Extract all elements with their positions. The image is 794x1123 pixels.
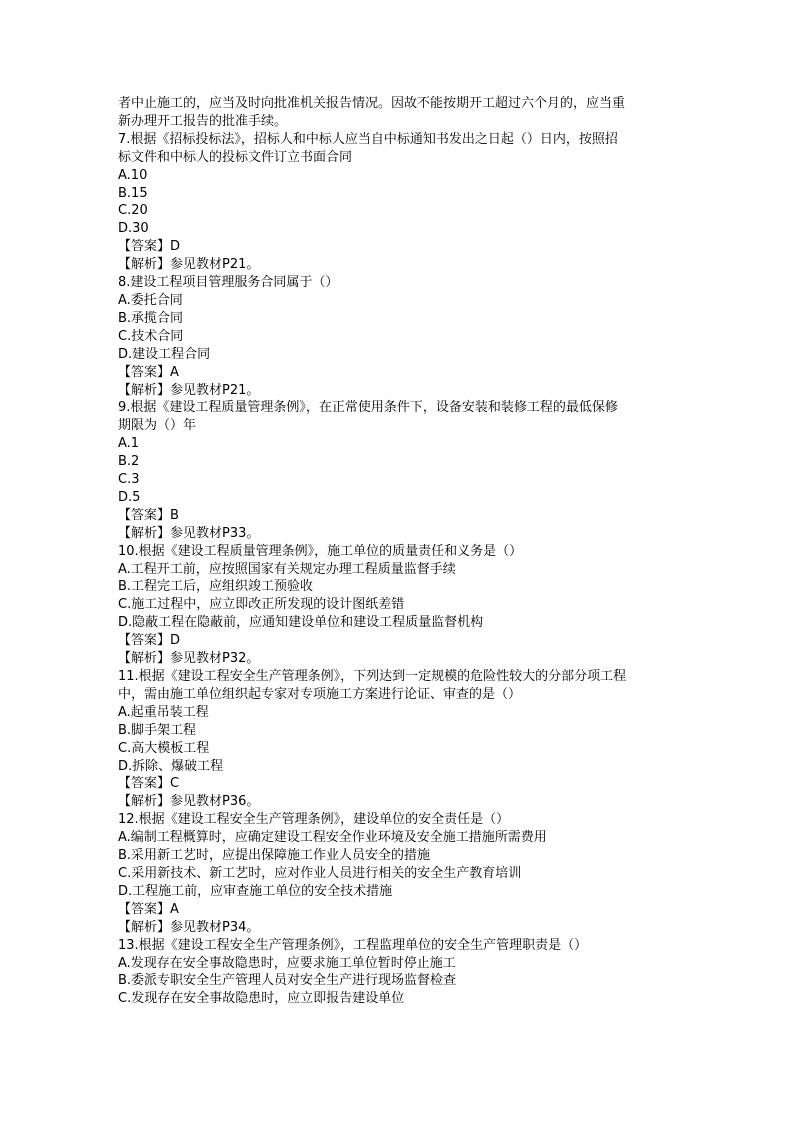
answer-option: D.建设工程合同 <box>118 346 211 362</box>
document-page <box>118 95 678 1008</box>
answer-key: 【答案】D <box>118 633 181 649</box>
body-text-line: 新办理开工报告的批准手续。 <box>118 113 288 129</box>
answer-option: B.脚手架工程 <box>118 722 197 738</box>
answer-option: C.高大模板工程 <box>118 740 210 756</box>
answer-option: D.隐蔽工程在隐蔽前，应通知建设单位和建设工程质量监督机构 <box>118 615 484 631</box>
answer-option: C.施工过程中，应立即改正所发现的设计图纸差错 <box>118 597 405 613</box>
question-stem-line: 12.根据《建设工程安全生产管理条例》，建设单位的安全责任是（） <box>118 812 510 828</box>
answer-option: B.工程完工后，应组织竣工预验收 <box>118 579 314 595</box>
answer-explanation: 【解析】参见教材P33。 <box>118 525 260 541</box>
answer-option: C.20 <box>118 203 148 219</box>
question-stem-line: 10.根据《建设工程质量管理条例》，施工单位的质量责任和义务是（） <box>118 543 523 559</box>
answer-option: A.10 <box>118 167 148 183</box>
answer-explanation: 【解析】参见教材P34。 <box>118 919 260 935</box>
answer-option: B.承揽合同 <box>118 310 184 326</box>
answer-explanation: 【解析】参见教材P21。 <box>118 257 260 273</box>
answer-option: A.1 <box>118 436 140 452</box>
answer-option: A.起重吊装工程 <box>118 704 209 720</box>
answer-option: C.发现存在安全事故隐患时，应立即报告建设单位 <box>118 991 405 1007</box>
answer-option: B.采用新工艺时，应提出保障施工作业人员安全的措施 <box>118 848 431 864</box>
question-stem-line: 标文件和中标人的投标文件订立书面合同 <box>118 149 353 165</box>
answer-option: D.5 <box>118 489 141 505</box>
question-stem-line: 中，需由施工单位组织起专家对专项施工方案进行论证、审查的是（） <box>118 686 522 702</box>
body-text-line: 者中止施工的，应当及时向批准机关报告情况。因故不能按期开工超过六个月的，应当重 <box>118 96 626 111</box>
answer-option: D.工程施工前，应审查施工单位的安全技术措施 <box>118 883 393 899</box>
question-stem-line: 9.根据《建设工程质量管理条例》，在正常使用条件下，设备安装和装修工程的最低保修 <box>118 400 618 416</box>
question-stem-line: 11.根据《建设工程安全生产管理条例》，下列达到一定规模的危险性较大的分部分项工程 <box>118 669 627 684</box>
answer-key: 【答案】A <box>118 901 179 917</box>
question-stem-line: 7.根据《招标投标法》，招标人和中标人应当自中标通知书发出之日起（）日内，按照招 <box>118 131 618 147</box>
answer-key: 【答案】A <box>118 364 179 380</box>
answer-option: A.委托合同 <box>118 292 183 308</box>
answer-option: C.采用新技术、新工艺时，应对作业人员进行相关的安全生产教育培训 <box>118 865 522 881</box>
answer-option: A.编制工程概算时，应确定建设工程安全作业环境及安全施工措施所需费用 <box>118 830 547 846</box>
question-stem-line: 期限为（）年 <box>118 418 197 434</box>
answer-option: B.委派专职安全生产管理人员对安全生产进行现场监督检查 <box>118 973 457 989</box>
answer-option: B.2 <box>118 454 140 470</box>
answer-option: C.3 <box>118 472 140 488</box>
answer-explanation: 【解析】参见教材P36。 <box>118 794 260 810</box>
answer-option: A.工程开工前，应按照国家有关规定办理工程质量监督手续 <box>118 561 456 577</box>
answer-explanation: 【解析】参见教材P21。 <box>118 382 260 398</box>
answer-option: A.发现存在安全事故隐患时，应要求施工单位暂时停止施工 <box>118 955 456 971</box>
answer-key: 【答案】C <box>118 776 180 792</box>
answer-option: D.30 <box>118 221 149 237</box>
answer-key: 【答案】D <box>118 239 181 255</box>
answer-option: B.15 <box>118 185 148 201</box>
question-stem-line: 13.根据《建设工程安全生产管理条例》，工程监理单位的安全生产管理职责是（） <box>118 937 588 953</box>
question-stem-line: 8.建设工程项目管理服务合同属于（） <box>118 275 339 291</box>
answer-key: 【答案】B <box>118 507 179 523</box>
answer-explanation: 【解析】参见教材P32。 <box>118 651 260 667</box>
answer-option: D.拆除、爆破工程 <box>118 758 224 774</box>
answer-option: C.技术合同 <box>118 328 184 344</box>
